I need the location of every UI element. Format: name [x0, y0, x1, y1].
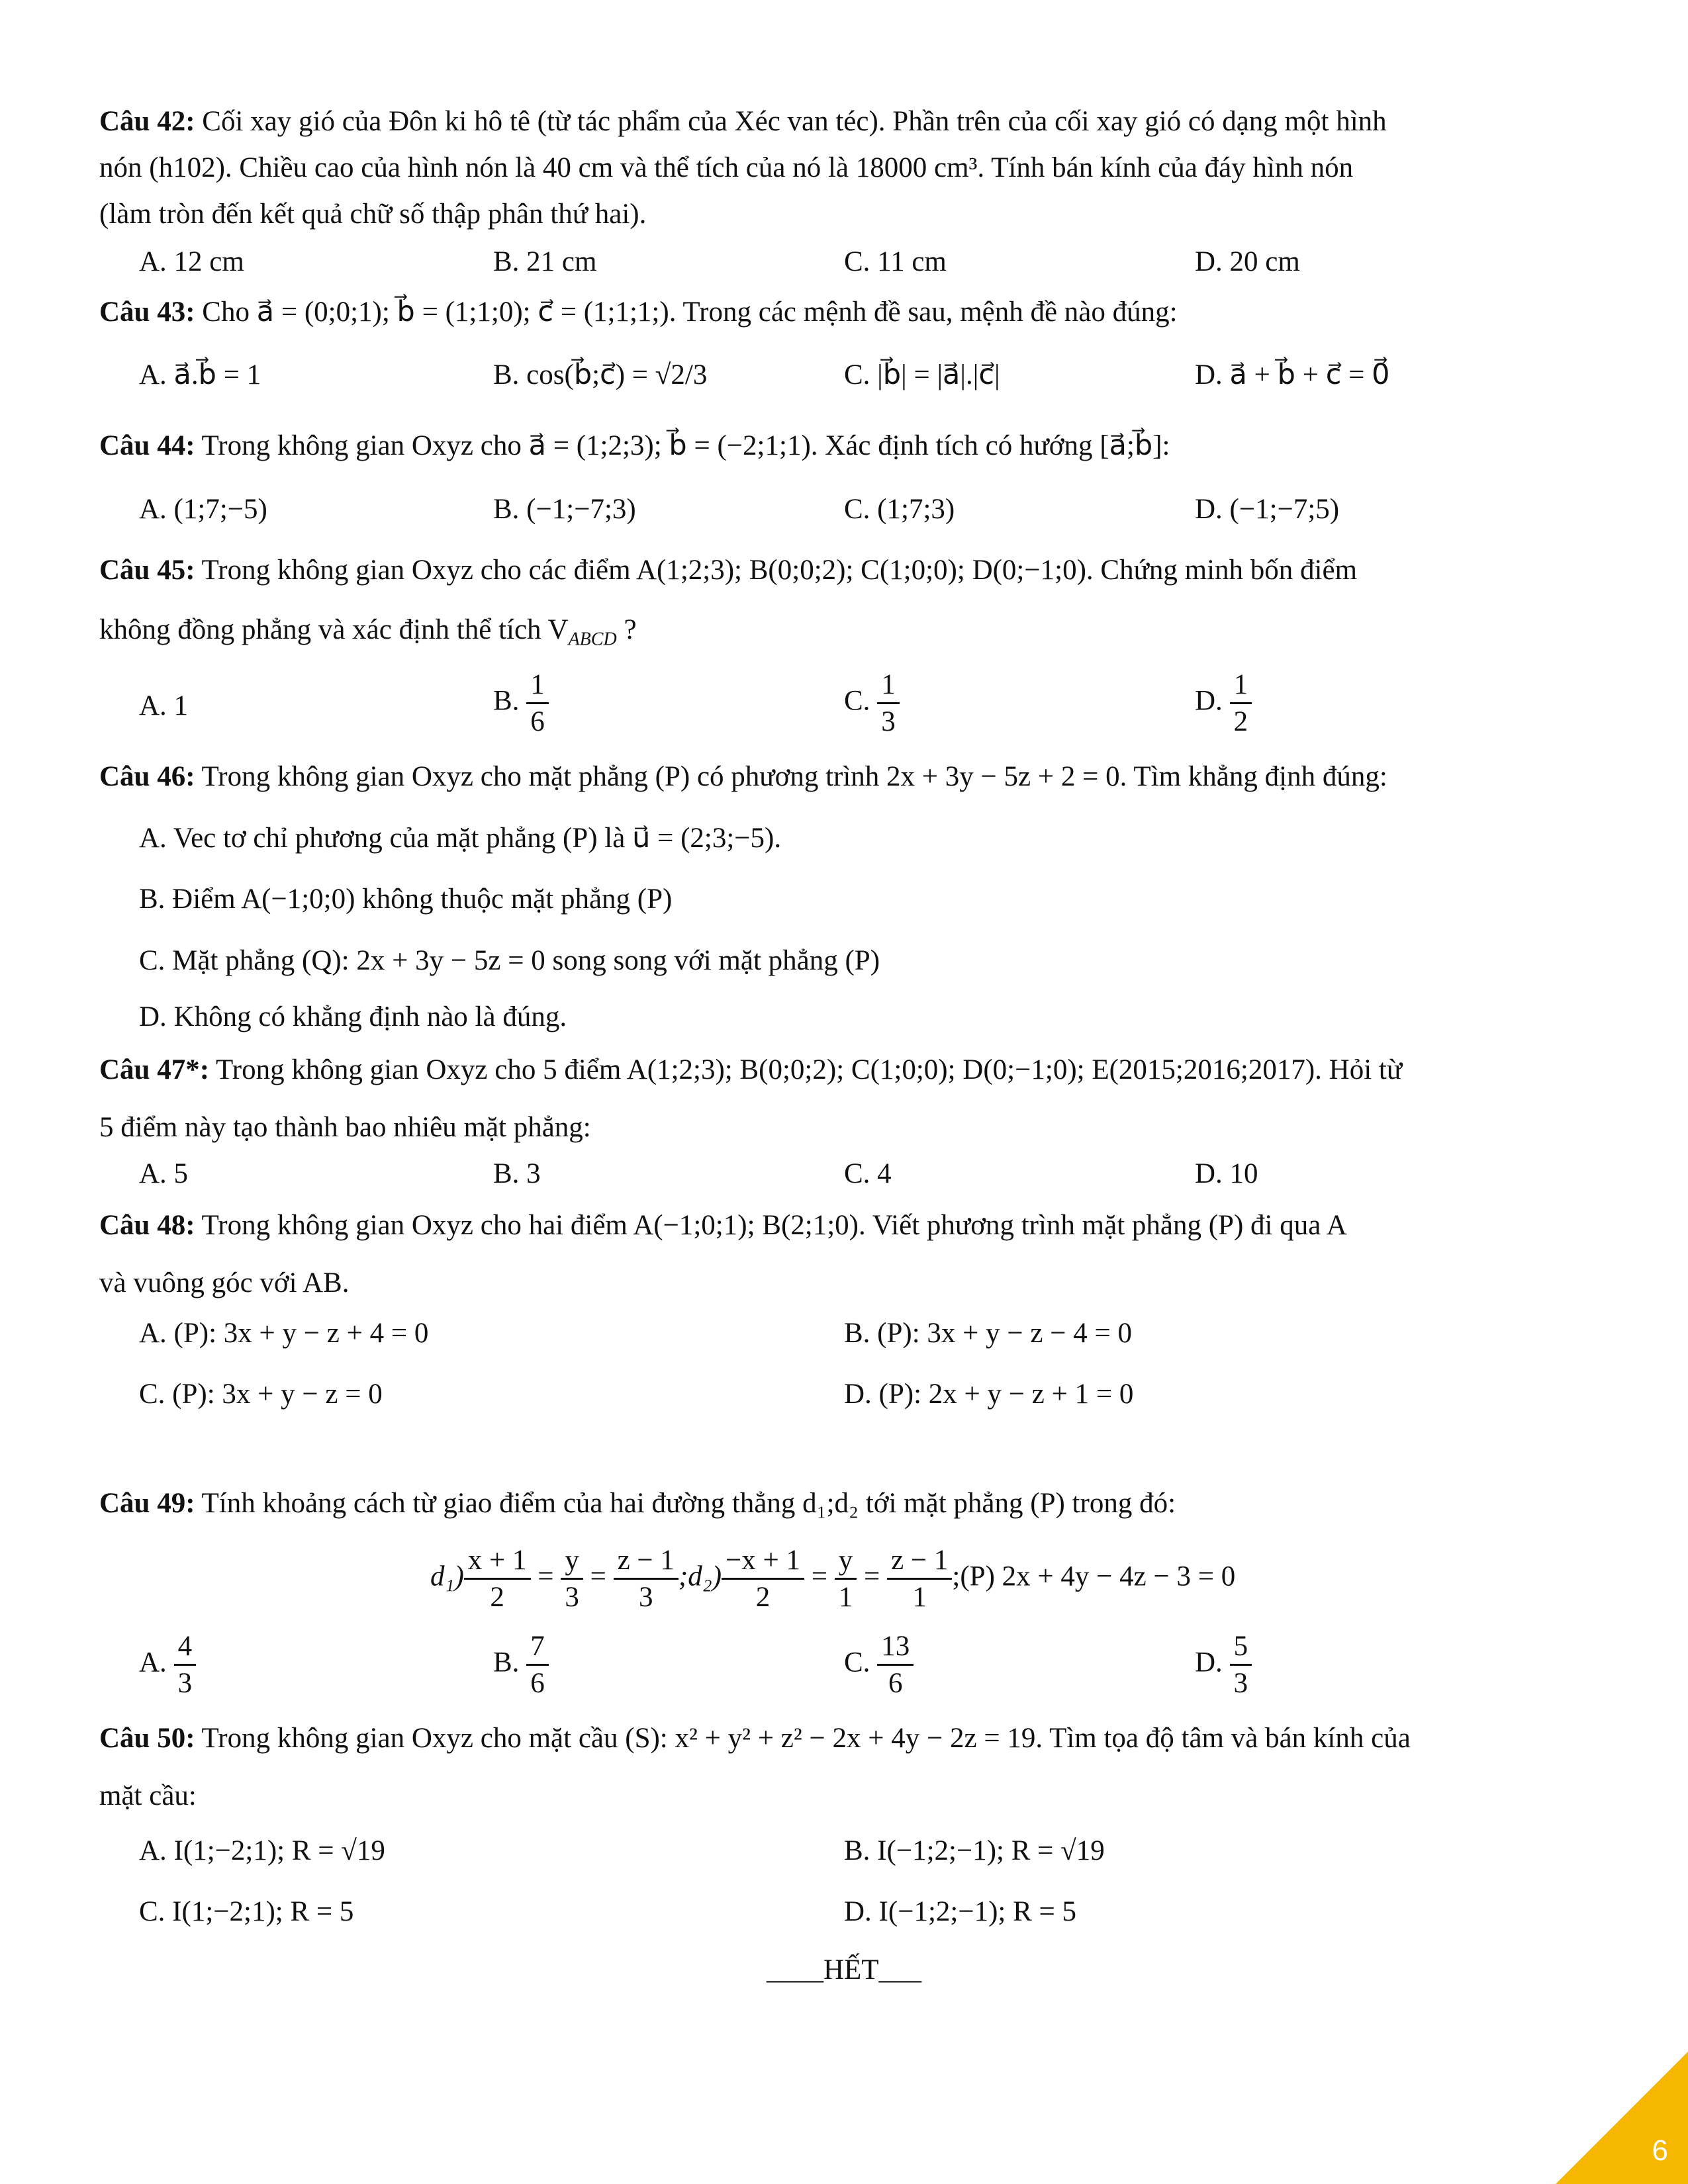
q49-fracc-den: 6 — [888, 1668, 903, 1700]
q50-line1 — [99, 1724, 1411, 1752]
q47-text1: Trong không gian Oxyz cho 5 điểm A(1;2;3); B(0;0;2); C(1;0;0); D(0;−1;0); E(2015;2016;2017). Hỏi từ — [209, 1054, 1403, 1085]
q49-frac4 — [722, 1545, 804, 1612]
q49-option-a-fraction — [174, 1631, 197, 1698]
q49-d2: ;d₂) — [678, 1561, 722, 1592]
q42-option-d: D. 20 cm — [1195, 246, 1300, 277]
q48-option-d: D. (P): 2x + y − z + 1 = 0 — [844, 1379, 1134, 1410]
q45-fracc-den: 3 — [881, 706, 896, 738]
q44-option-b: B. (−1;−7;3) — [493, 494, 636, 525]
q45-option-b-label: B. — [493, 685, 520, 717]
q49-eq4: = — [864, 1561, 880, 1592]
q45-option-c-fraction — [877, 670, 900, 737]
q44-option-a: A. (1;7;−5) — [139, 494, 267, 525]
q45-option-d — [1195, 670, 1252, 737]
q45-line1 — [99, 556, 1357, 584]
q49-option-b-label: B. — [493, 1647, 520, 1678]
q49-option-b — [493, 1631, 549, 1698]
q48-text1: Trong không gian Oxyz cho hai điểm A(−1;0;1); B(2;1;0). Viết phương trình mặt phẳng (P) đi qua A — [195, 1210, 1347, 1241]
q42-option-a: A. 12 cm — [139, 246, 244, 277]
q49-eq2: = — [590, 1561, 606, 1592]
q49-line — [99, 1489, 1176, 1518]
q45-option-b-fraction — [526, 670, 549, 737]
q47-option-b: B. 3 — [493, 1158, 541, 1189]
q49-frac3-num: z − 1 — [614, 1545, 679, 1580]
q50-option-b: B. I(−1;2;−1); R = √19 — [844, 1835, 1105, 1866]
q47-option-d: D. 10 — [1195, 1158, 1258, 1189]
end-marker: ____HẾT___ — [766, 1954, 922, 1985]
q49-fracd-num: 5 — [1230, 1631, 1252, 1666]
q42-label: Câu 42: — [99, 106, 195, 137]
q48-option-c: C. (P): 3x + y − z = 0 — [139, 1379, 383, 1410]
q50-label: Câu 50: — [99, 1723, 195, 1754]
q45-fracc-num: 1 — [877, 670, 900, 704]
q44-line — [99, 432, 1170, 460]
q48-option-a: A. (P): 3x + y − z + 4 = 0 — [139, 1318, 429, 1349]
q47-line1 — [99, 1056, 1402, 1084]
q48-option-b: B. (P): 3x + y − z − 4 = 0 — [844, 1318, 1133, 1349]
q42-line1 — [99, 107, 1387, 136]
q50-text1: Trong không gian Oxyz cho mặt cầu (S): x² + y² + z² − 2x + 4y − 2z = 19. Tìm tọa độ tâm và bán kính của — [195, 1723, 1411, 1754]
q49-eq1: = — [538, 1561, 554, 1592]
q46-option-b: B. Điểm A(−1;0;0) không thuộc mặt phẳng (P) — [139, 884, 673, 915]
q43-label: Câu 43: — [99, 296, 195, 328]
q50-option-a: A. I(1;−2;1); R = √19 — [139, 1835, 385, 1866]
q49-equation — [430, 1545, 1235, 1612]
q44-text: Trong không gian Oxyz cho a⃗ = (1;2;3); b⃗ = (−2;1;1). Xác định tích có hướng [a⃗;b⃗]: — [195, 430, 1170, 461]
q50-option-c: C. I(1;−2;1); R = 5 — [139, 1896, 354, 1927]
q47-label: Câu 47*: — [99, 1054, 210, 1085]
q45-text1: Trong không gian Oxyz cho các điểm A(1;2;3); B(0;0;2); C(1;0;0); D(0;−1;0). Chứng minh bốn điểm — [195, 555, 1358, 586]
q49-option-d-label: D. — [1195, 1647, 1223, 1678]
q49-frac3-den: 3 — [639, 1582, 653, 1614]
q49-option-b-fraction — [526, 1631, 549, 1698]
q49-option-c-fraction — [877, 1631, 914, 1698]
q42-option-c: C. 11 cm — [844, 246, 947, 277]
q49-d1: d₁) — [430, 1561, 464, 1592]
q46-option-a: A. Vec tơ chỉ phương của mặt phẳng (P) là u⃗ = (2;3;−5). — [139, 823, 782, 854]
q49-option-d-fraction — [1230, 1631, 1252, 1698]
q49-option-a — [139, 1631, 196, 1698]
q49-fraca-den: 3 — [177, 1668, 193, 1700]
q49-label: Câu 49: — [99, 1488, 195, 1519]
page-number: 6 — [1652, 2134, 1668, 2167]
q49-fracd-den: 3 — [1233, 1668, 1248, 1700]
q45-fracd-num: 1 — [1230, 670, 1252, 704]
q49-frac2 — [561, 1545, 583, 1612]
q49-frac6-den: 1 — [912, 1582, 927, 1614]
q50-option-d: D. I(−1;2;−1); R = 5 — [844, 1896, 1077, 1927]
q46-text: Trong không gian Oxyz cho mặt phẳng (P) có phương trình 2x + 3y − 5z + 2 = 0. Tìm khẳng định đúng: — [195, 761, 1387, 792]
q49-text: Tính khoảng cách từ giao điểm của hai đường thẳng d₁;d₂ tới mặt phẳng (P) trong đó: — [195, 1488, 1176, 1519]
q46-option-d: D. Không có khẳng định nào là đúng. — [139, 1001, 567, 1032]
q49-frac5-den: 1 — [838, 1582, 853, 1614]
q49-frac6-num: z − 1 — [887, 1545, 952, 1580]
q49-fracb-num: 7 — [526, 1631, 549, 1666]
q49-fraca-num: 4 — [174, 1631, 197, 1666]
q49-frac1-den: 2 — [490, 1582, 504, 1614]
q42-text1: Cối xay gió của Đôn ki hô tê (từ tác phẩm của Xéc van téc). Phần trên của cối xay gió có dạng một hình — [195, 106, 1387, 137]
q49-frac2-den: 3 — [565, 1582, 579, 1614]
q45-line2 — [99, 615, 637, 649]
q49-frac6 — [887, 1545, 952, 1612]
q42-line2: nón (h102). Chiều cao của hình nón là 40 cm và thể tích của nó là 18000 cm³. Tính bán kính của đáy hình nón — [99, 152, 1354, 183]
q47-option-a: A. 5 — [139, 1158, 189, 1189]
q43-option-d: D. a⃗ + b⃗ + c⃗ = 0⃗ — [1195, 359, 1390, 390]
q45-option-d-label: D. — [1195, 685, 1223, 717]
q42-line3: (làm tròn đến kết quả chữ số thập phân thứ hai). — [99, 199, 647, 230]
q49-option-c-label: C. — [844, 1647, 870, 1678]
q49-eq3: = — [811, 1561, 828, 1592]
q46-line — [99, 762, 1387, 791]
q45-fracd-den: 2 — [1233, 706, 1248, 738]
q45-option-a: A. 1 — [139, 690, 189, 721]
q48-line2: và vuông góc với AB. — [99, 1267, 350, 1298]
q49-option-c — [844, 1631, 914, 1698]
q45-option-c — [844, 670, 900, 737]
q49-frac1 — [464, 1545, 531, 1612]
q49-frac2-num: y — [561, 1545, 583, 1580]
q45-fracb-num: 1 — [526, 670, 549, 704]
q49-option-d — [1195, 1631, 1252, 1698]
q49-fracb-den: 6 — [530, 1668, 545, 1700]
q45-label: Câu 45: — [99, 555, 195, 586]
q44-option-d: D. (−1;−7;5) — [1195, 494, 1340, 525]
q45-text2-end: ? — [616, 614, 637, 645]
q46-label: Câu 46: — [99, 761, 195, 792]
q45-sub: ABCD — [568, 629, 617, 650]
q43-option-b: B. cos(b⃗;c⃗) = √2/3 — [493, 359, 708, 390]
q49-frac3 — [614, 1545, 679, 1612]
q49-frac5-num: y — [835, 1545, 857, 1580]
q44-option-c: C. (1;7;3) — [844, 494, 955, 525]
q45-fracb-den: 6 — [530, 706, 545, 738]
q48-line1 — [99, 1211, 1347, 1240]
q49-frac4-den: 2 — [755, 1582, 771, 1614]
q48-label: Câu 48: — [99, 1210, 195, 1241]
q43-line — [99, 298, 1178, 326]
q49-fracc-num: 13 — [877, 1631, 914, 1666]
q45-option-d-fraction — [1230, 670, 1252, 737]
q47-option-c: C. 4 — [844, 1158, 892, 1189]
q44-label: Câu 44: — [99, 430, 195, 461]
corner-triangle — [1556, 2052, 1688, 2184]
q49-plane-eq: ;(P) 2x + 4y − 4z − 3 = 0 — [952, 1561, 1236, 1592]
q49-option-a-label: A. — [139, 1647, 167, 1678]
q45-text2: không đồng phẳng và xác định thể tích V — [99, 614, 569, 645]
q49-frac4-num: −x + 1 — [722, 1545, 804, 1580]
q49-frac5 — [835, 1545, 857, 1612]
q47-line2: 5 điểm này tạo thành bao nhiêu mặt phẳng: — [99, 1112, 591, 1143]
q43-option-a: A. a⃗.b⃗ = 1 — [139, 359, 261, 390]
q49-frac1-num: x + 1 — [464, 1545, 531, 1580]
q45-option-c-label: C. — [844, 685, 870, 717]
q46-option-c: C. Mặt phẳng (Q): 2x + 3y − 5z = 0 song song với mặt phẳng (P) — [139, 945, 880, 976]
q50-line2: mặt cầu: — [99, 1780, 197, 1811]
q42-option-b: B. 21 cm — [493, 246, 597, 277]
q45-option-b — [493, 670, 549, 737]
q43-option-c: C. |b⃗| = |a⃗|.|c⃗| — [844, 359, 1000, 390]
q43-text: Cho a⃗ = (0;0;1); b⃗ = (1;1;0); c⃗ = (1;1;1;). Trong các mệnh đề sau, mệnh đề nào đúng: — [195, 296, 1178, 328]
